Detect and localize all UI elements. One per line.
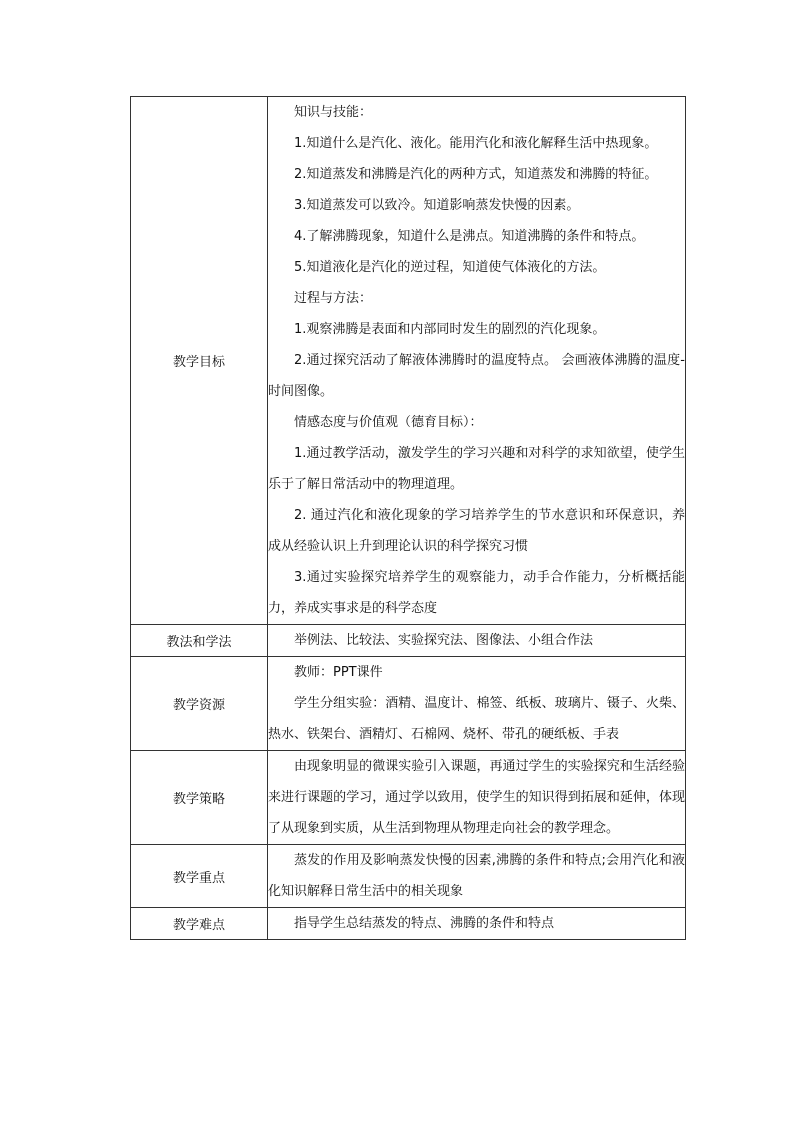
- paragraph: 过程与方法：: [294, 291, 373, 306]
- paragraph: 1.知道什么是汽化、液化。能用汽化和液化解释生活中热现象。: [294, 136, 658, 151]
- paragraph: 由现象明显的微课实验引入课题，再通过学生的实验探究和生活经验来进行课题的学习，通过学以致用，使学生的知识得到拓展和延伸，体现了从现象到实质，从生活到物理从物理走向社会的教学理念。: [268, 759, 685, 836]
- lesson-plan-table: [130, 96, 686, 940]
- paragraph: 情感态度与价值观（德育目标）：: [294, 415, 483, 430]
- paragraph: 举例法、比较法、实验探究法、图像法、小组合作法: [294, 633, 594, 648]
- table-row: [131, 908, 686, 940]
- paragraph: 指导学生总结蒸发的特点、沸腾的条件和特点: [294, 916, 555, 931]
- resources-cell: [268, 657, 686, 751]
- paragraph: 3.知道蒸发可以致冷。知道影响蒸发快慢的因素。: [294, 198, 580, 213]
- key-points-cell: [268, 845, 686, 908]
- paragraph: 2. 通过汽化和液化现象的学习培养学生的节水意识和环保意识，养成从经验认识上升到理论认识的科学探究习惯: [268, 508, 685, 554]
- strategy-cell: [268, 751, 686, 845]
- paragraph: 5.知道液化是汽化的逆过程，知道使气体液化的方法。: [294, 260, 606, 275]
- row-label: 教学重点: [131, 845, 268, 908]
- paragraph: 蒸发的作用及影响蒸发快慢的因素,沸腾的条件和特点;会用汽化和液化知识解释日常生活中的相关现象: [268, 853, 685, 899]
- paragraph: 3.通过实验探究培养学生的观察能力，动手合作能力，分析概括能力，养成实事求是的科学态度: [268, 570, 685, 616]
- row-label: 教学难点: [131, 908, 268, 940]
- paragraph: 知识与技能：: [294, 105, 373, 120]
- table-row: [131, 625, 686, 657]
- paragraph: 1.观察沸腾是表面和内部同时发生的剧烈的汽化现象。: [294, 322, 606, 337]
- paragraph: 2.知道蒸发和沸腾是汽化的两种方式，知道蒸发和沸腾的特征。: [294, 167, 658, 182]
- row-label: 教学目标: [131, 97, 268, 625]
- objectives-cell: [268, 97, 686, 625]
- row-label: 教学资源: [131, 657, 268, 751]
- difficulties-cell: [268, 908, 686, 940]
- row-label: 教学策略: [131, 751, 268, 845]
- row-label: 教法和学法: [131, 625, 268, 657]
- paragraph: 2.通过探究活动了解液体沸腾时的温度特点。 会画液体沸腾的温度-时间图像。: [268, 353, 685, 399]
- paragraph: 学生分组实验：酒精、温度计、棉签、纸板、玻璃片、镊子、火柴、热水、铁架台、酒精灯、石棉网、烧杯、带孔的硬纸板、手表: [268, 696, 685, 742]
- table-row: [131, 845, 686, 908]
- table-row: [131, 751, 686, 845]
- table-row: [131, 657, 686, 751]
- methods-cell: [268, 625, 686, 657]
- paragraph: 4.了解沸腾现象，知道什么是沸点。知道沸腾的条件和特点。: [294, 229, 645, 244]
- table-row: [131, 97, 686, 625]
- paragraph: 1.通过教学活动，激发学生的学习兴趣和对科学的求知欲望，使学生乐于了解日常活动中的物理道理。: [268, 446, 685, 492]
- paragraph: 教师：PPT课件: [294, 665, 383, 680]
